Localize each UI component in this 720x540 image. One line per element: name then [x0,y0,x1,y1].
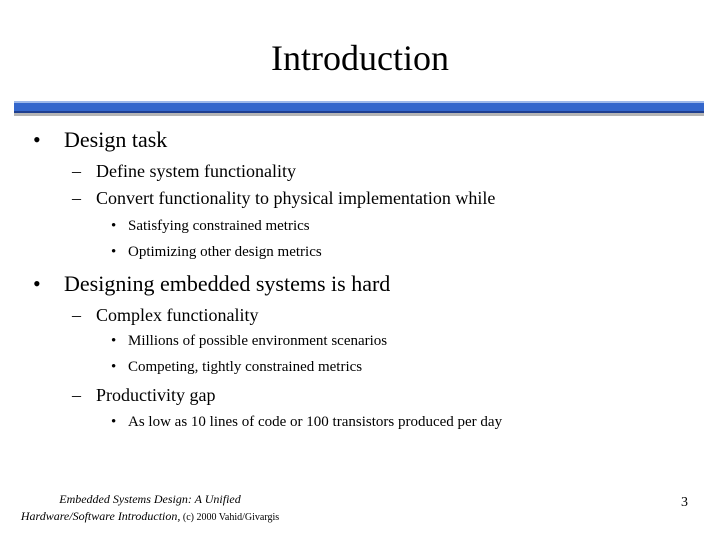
bullet-marker: • [33,127,41,152]
sub-bullet-define-functionality: Define system functionality [96,161,296,181]
sub-bullet-convert-functionality: Convert functionality to physical implementation while [96,188,496,208]
slide-title: Introduction [271,38,449,78]
sub-sub-bullet-satisfying-metrics: Satisfying constrained metrics [128,218,310,234]
bullet-designing-hard: Designing embedded systems is hard [64,271,391,296]
sub-bullet-complex-functionality: Complex functionality [96,305,259,325]
footer-book-title: Hardware/Software Introduction, [20,509,181,523]
footer-copyright: (c) 2000 Vahid/Givargis [180,512,280,523]
sub-sub-bullet-optimizing-metrics: Optimizing other design metrics [128,244,322,260]
sub-bullet-productivity-gap: Productivity gap [96,385,216,405]
dash-marker: – [72,385,81,405]
sub-sub-bullet-competing-metrics: Competing, tightly constrained metrics [128,359,363,375]
dash-marker: – [72,305,81,325]
bullet-marker: • [33,271,41,296]
dot-marker: • [111,414,117,430]
dash-marker: – [72,188,81,208]
footer-citation [0,491,300,526]
dot-marker: • [111,244,117,260]
sub-sub-bullet-millions-scenarios: Millions of possible environment scenarios [128,333,388,349]
dash-marker: – [72,161,81,181]
dot-marker: • [111,218,117,234]
dot-marker: • [111,359,117,375]
title-divider-shadow [14,113,704,116]
sub-sub-bullet-as-low-as: As low as 10 lines of code or 100 transistors produced per day [128,414,503,430]
bullet-design-task: Design task [64,127,168,152]
footer-line-1: Embedded Systems Design: A Unified [59,492,241,506]
page-number: 3 [681,495,688,510]
footer-line-2 [0,508,300,526]
title-divider-bar [14,101,704,113]
dot-marker: • [111,333,117,349]
